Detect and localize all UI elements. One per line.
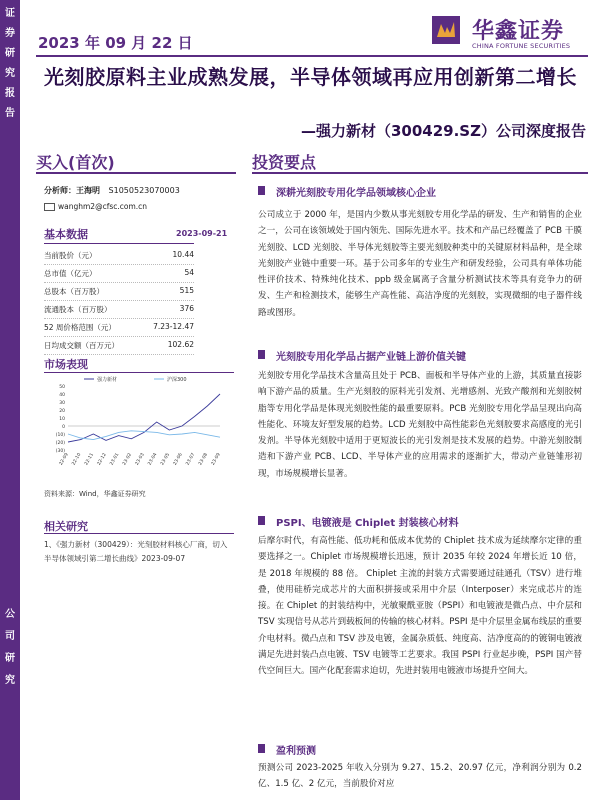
basic-data-date: 2023-09-21 — [176, 229, 228, 238]
y-tick-label: (20) — [55, 441, 65, 446]
x-tick-label: 23-07 — [185, 452, 197, 467]
x-tick-label: 23-01 — [109, 452, 121, 467]
y-tick-label: (30) — [55, 449, 65, 454]
x-tick-label: 22-09 — [58, 452, 70, 467]
data-row — [44, 246, 194, 265]
analyst-code: S1050523070003 — [108, 186, 180, 195]
report-title: 光刻胶原料主业成熟发展，半导体领域再应用创新第二增长 — [44, 65, 577, 89]
y-tick-label: 20 — [59, 409, 65, 414]
logo-en-text: CHINA FORTUNE SECURITIES — [472, 42, 571, 50]
logo-cn-text: 华鑫证券 — [472, 19, 565, 44]
market-rule — [44, 372, 234, 373]
data-row — [44, 264, 194, 283]
related-body[interactable]: 1、《强力新材（300429）：光刻胶材料核心厂商，切入半导体领域引第二增长曲线》2023-09-07 — [44, 540, 228, 563]
section-bullet-icon — [258, 516, 265, 525]
section-heading: PSPI、电镀液是 Chiplet 封装核心材料 — [276, 518, 459, 529]
analyst-line — [44, 185, 180, 196]
data-row — [44, 318, 194, 337]
logo-mark-icon — [432, 16, 460, 44]
side-label-bottom: 公司研究 — [5, 609, 15, 686]
data-value: 7.23-12.47 — [153, 322, 194, 331]
x-tick-label: 22-12 — [96, 452, 108, 467]
y-tick-label: 50 — [59, 385, 65, 390]
data-label: 流通股本（百万股） — [44, 305, 112, 314]
y-tick-label: 0 — [62, 425, 65, 430]
section-heading: 盈利预测 — [276, 746, 316, 757]
rating: 买入(首次) — [36, 153, 115, 172]
section-body: 公司成立于 2000 年，是国内少数从事光刻胶专用化学品的研发、生产和销售的企业之一，公司在该领域处于国内领先、国际先进水平。技术和产品已经覆盖了 PCB 干膜光刻胶、LCD 光刻胶、半导体光刻胶等主要光刻胶种类中的关键原材料品种，是全球光刻胶产业链中重要一环。基于公司多年的专业生产和研发经验，公司具有单体功能性评价技术、特殊纯化技术、ppb 级金属离子含量分析测试技术等具有竞争力的研发、生产和检测技术，能够生产高性能、高洁净度的光刻胶，实现微细的电子器件线路或图形。 — [258, 210, 582, 318]
x-tick-label: 22-10 — [71, 452, 83, 467]
section-heading: 深耕光刻胶专用化学品领域核心企业 — [276, 188, 436, 199]
investment-title: 投资要点 — [252, 153, 317, 172]
y-tick-label: 40 — [59, 393, 65, 398]
basic-rule — [44, 243, 194, 244]
header-rule — [36, 55, 588, 57]
data-value: 376 — [179, 304, 194, 313]
section-bullet-icon — [258, 186, 265, 195]
x-tick-label: 22-11 — [84, 452, 96, 467]
x-tick-label: 23-09 — [210, 452, 222, 467]
x-tick-label: 23-08 — [198, 452, 210, 467]
x-tick-label: 23-04 — [147, 452, 159, 467]
related-rule — [44, 533, 234, 534]
legend-label: 沪深300 — [167, 377, 187, 383]
right-rule — [252, 172, 588, 174]
data-row — [44, 336, 194, 355]
x-tick-label: 23-02 — [122, 452, 134, 467]
y-tick-label: (10) — [55, 433, 65, 438]
data-label: 总市值（亿元） — [44, 269, 97, 278]
company-logo — [432, 12, 592, 52]
data-label: 52 周价格范围（元） — [44, 323, 116, 332]
market-chart-svg — [44, 374, 224, 474]
section-body: 预测公司 2023-2025 年收入分别为 9.27、15.2、20.97 亿元，净利润分别为 0.2 亿、1.5 亿、2 亿元，当前股价对应 — [258, 763, 582, 790]
report-subtitle: —强力新材（300429.SZ）公司深度报告 — [300, 122, 586, 140]
x-tick-label: 23-06 — [172, 452, 184, 467]
y-tick-label: 10 — [59, 417, 65, 422]
data-label: 总股本（百万股） — [44, 287, 104, 296]
market-heading: 市场表现 — [44, 358, 88, 371]
section-body: 后摩尔时代，有高性能、低功耗和低成本优势的 Chiplet 技术成为延续摩尔定律的重要选择之一。Chiplet 市场规模增长迅速，预计 2035 年较 2024 年增长近 10 倍，是 2018 年规模的 88 倍。 Chiplet 主流的封装方式需要通过硅通孔（TSV）进行堆叠，使用硅桥完成芯片的大面积拼接或采用中介层（Interposer）来完成芯片的连接。在 Chiplet 的封装结构中，光敏聚酰亚胺（PSPI）和电镀液是微凸点、中介层和 TSV 实现信号从芯片到载板间的传输的核心材料。PSPI 是中介层里金属布线层的重要介电材料。微凸点和 TSV 涉及电镀，金属杂质低、纯度高、洁净度高的的镀铜电镀液满足先进封装凸点电镀、TSV 电镀等工艺要求。我国 PSPI 行业起步晚，PSPI 国产替代空间巨大。国产化配套需求迫切，先进封装用电镀液市场提升空间大。 — [258, 536, 582, 677]
data-value: 515 — [179, 286, 194, 295]
series-line-0 — [68, 394, 220, 442]
related-heading: 相关研究 — [44, 520, 88, 533]
left-rule — [36, 172, 236, 174]
y-tick-label: 30 — [59, 401, 65, 406]
x-tick-label: 23-03 — [134, 452, 146, 467]
section-bullet-icon — [258, 744, 265, 753]
data-row — [44, 300, 194, 319]
x-tick-label: 23-05 — [160, 452, 172, 467]
data-label: 当前股价（元） — [44, 251, 97, 260]
section-bullet-icon — [258, 350, 265, 359]
basic-data-heading: 基本数据 — [44, 228, 88, 241]
report-date: 2023 年 09 月 22 日 — [38, 34, 193, 52]
market-chart — [44, 374, 224, 474]
section-heading: 光刻胶专用化学品占据产业链上游价值关键 — [276, 352, 466, 363]
analyst-email[interactable]: wanghm2@cfsc.com.cn — [58, 202, 148, 211]
data-value: 54 — [184, 268, 194, 277]
data-value: 10.44 — [172, 250, 194, 259]
side-label-top: 证券研究报告 — [5, 8, 15, 119]
data-label: 日均成交额（百万元） — [44, 341, 119, 350]
data-value: 102.62 — [167, 340, 194, 349]
analyst-name: 分析师：王海明 — [44, 186, 100, 195]
chart-source: 资料来源：Wind，华鑫证券研究 — [44, 490, 146, 498]
data-row — [44, 282, 194, 301]
legend-label: 强力新材 — [97, 377, 118, 383]
section-body: 光刻胶专用化学品技术含量高且处于 PCB、面板和半导体产业的上游，其质量直接影响下游产品的质量。生产光刻胶的原料光引发剂、光增感剂、光致产酸剂和光刻胶树脂等专用化学品是体现光刻胶性能的最重要原料。PCB 光刻胶专用化学品呈现出向高性能化、环境友好型发展的趋势。LCD 光刻胶中高性能彩色光刻胶要求高感度的光引发剂。半导体光刻胶中适用于更短波长的光引发剂是技术发展的趋势。中游光刻胶制造和下游产业 PCB、LCD、半导体产业的应用需求的逐渐扩大，带动产业链雏形初现，市场规模增长显著。 — [258, 371, 582, 479]
email-icon — [44, 203, 55, 211]
